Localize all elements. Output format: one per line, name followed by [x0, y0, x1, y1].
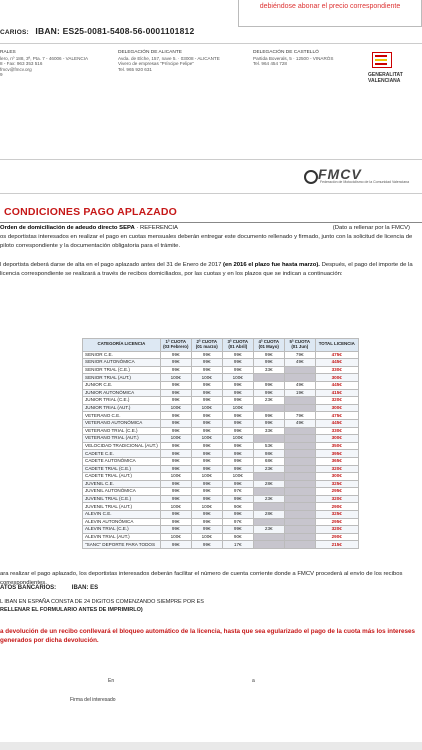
category-cell: CADETE TRIAL (C.E.) — [83, 465, 161, 473]
category-cell: ALEVIN AUTONÓMICA — [83, 518, 161, 526]
quota-cell: 100€ — [160, 374, 191, 382]
address-line: Tel. 965 920 631 — [118, 66, 152, 72]
quota-cell: 99€ — [191, 465, 222, 473]
quota-cell: 100€ — [160, 473, 191, 481]
quota-cell: 23€ — [253, 465, 284, 473]
quota-cell: 99€ — [253, 351, 284, 359]
bank-data — [0, 585, 98, 591]
total-cell: 325€ — [315, 511, 358, 519]
total-cell: 330€ — [315, 427, 358, 435]
category-cell: JUNIOR C.E. — [83, 381, 161, 389]
table-row — [83, 450, 359, 458]
category-cell: VETERANO AUTONÓMICA — [83, 419, 161, 427]
quota-cell: 99€ — [191, 495, 222, 503]
paragraph-bank: ara realizar el pago aplazado, los deportistas interesados deberán facilitar el número de cuenta corriente donde a FMCV procederá al envío de los recibos correspondientes. — [0, 571, 403, 586]
quota-cell: 99€ — [222, 397, 253, 405]
total-cell: 445€ — [315, 381, 358, 389]
quota-cell: 100€ — [222, 374, 253, 382]
category-cell: JUNIOR AUTONÓMICA — [83, 389, 161, 397]
fmcv-emblem-icon — [304, 170, 318, 184]
quota-cell — [253, 435, 284, 443]
quota-cell — [253, 541, 284, 549]
quota-cell: 100€ — [191, 473, 222, 481]
quota-cell: 99€ — [160, 526, 191, 534]
col-header: 2ª CUOTA (01 marzo) — [191, 339, 222, 352]
federation-iban — [0, 26, 194, 36]
category-cell: JUNIOR TRIAL (C.E.) — [83, 397, 161, 405]
total-cell: 350€ — [315, 442, 358, 450]
address-line: 9 — [0, 72, 3, 78]
category-cell: JUVENIL TRIAL (AUT.) — [83, 503, 161, 511]
quota-cell: 100€ — [222, 404, 253, 412]
quota-cell: 99€ — [191, 412, 222, 420]
deadline-rest: Después, el pago del importe de la licencia correspondiente se realizará a través de recibos domiciliados, por las cuotas y en los plazos que se indican a continuación: — [0, 262, 413, 277]
sepa-title: Orden de domiciliación de adeudo directo SEPA — [0, 225, 135, 231]
table-row — [83, 419, 359, 427]
quota-cell: 99€ — [191, 381, 222, 389]
quota-cell — [284, 374, 315, 382]
quota-cell: 49€ — [284, 359, 315, 367]
total-cell: 445€ — [315, 359, 358, 367]
col-header: 4ª CUOTA (01 Mayo) — [253, 339, 284, 352]
total-cell: 330€ — [315, 366, 358, 374]
table-row — [83, 511, 359, 519]
quota-cell: 49€ — [284, 419, 315, 427]
address-line: 8 - Fax: 963 353 516 — [0, 61, 43, 67]
total-cell: 415€ — [315, 389, 358, 397]
category-cell: CADETE TRIAL (AUT.) — [83, 473, 161, 481]
signature-label: Firma del interesado — [70, 697, 116, 703]
quota-cell: 99€ — [160, 359, 191, 367]
quota-cell: 100€ — [191, 533, 222, 541]
category-cell: VELOCIDAD TRADICIONAL (AUT.) — [83, 442, 161, 450]
category-cell: ALEVIN C.E. — [83, 511, 161, 519]
quota-cell: 99€ — [222, 526, 253, 534]
quota-cell: 99€ — [222, 389, 253, 397]
quota-cell: 99€ — [191, 526, 222, 534]
top-note: debiéndose abonar el precio correspondiente — [238, 0, 422, 27]
quota-cell: 100€ — [191, 435, 222, 443]
quota-cell: 33€ — [253, 427, 284, 435]
quota-cell: 99€ — [160, 465, 191, 473]
bank-iban-field[interactable]: IBAN: ES — [71, 585, 99, 591]
table-row — [83, 526, 359, 534]
quota-cell: 99€ — [191, 351, 222, 359]
quota-cell — [253, 518, 284, 526]
table-row — [83, 480, 359, 488]
title-divider — [0, 222, 422, 223]
quota-cell — [284, 427, 315, 435]
total-cell: 300€ — [315, 435, 358, 443]
quota-cell: 99€ — [160, 351, 191, 359]
category-cell: CADETE C.E. — [83, 450, 161, 458]
address-line: Avda. de Elche, 157, nave 5. · 03008 - ALICANTE — [118, 55, 220, 61]
quota-cell: 90€ — [222, 533, 253, 541]
quota-cell: 23€ — [253, 495, 284, 503]
quota-cell — [284, 541, 315, 549]
generalitat-logo: GENERALITAT VALENCIANA — [368, 72, 403, 84]
address-head: DELEGACIÓN DE ALICANTE — [118, 50, 182, 55]
deadline-text: l deportista deberá darse de alta en el pago aplazado antes del 31 de Enero de 2017 — [0, 262, 224, 268]
quota-cell — [284, 518, 315, 526]
category-cell: JUVENIL TRIAL (C.E.) — [83, 495, 161, 503]
quota-cell: 97€ — [222, 488, 253, 496]
quota-cell — [284, 533, 315, 541]
quota-cell — [284, 435, 315, 443]
quota-cell: 99€ — [160, 412, 191, 420]
address-line: Tel. 964 454 728 — [253, 61, 287, 67]
table-row — [83, 518, 359, 526]
quota-cell: 28€ — [253, 480, 284, 488]
quota-cell — [284, 495, 315, 503]
quota-cell: 49€ — [284, 381, 315, 389]
quota-cell: 99€ — [191, 442, 222, 450]
quota-cell: 99€ — [222, 351, 253, 359]
total-cell: 215€ — [315, 541, 358, 549]
quota-cell: 100€ — [160, 435, 191, 443]
total-cell: 445€ — [315, 419, 358, 427]
quota-cell: 99€ — [191, 511, 222, 519]
quota-cell: 99€ — [160, 457, 191, 465]
quota-cell — [284, 488, 315, 496]
col-header: 3ª CUOTA (01 Abril) — [222, 339, 253, 352]
quota-cell: 100€ — [191, 404, 222, 412]
address-line: Vivero de empresas "Príncipe Felipe" — [118, 61, 194, 67]
quota-cell: 99€ — [160, 480, 191, 488]
quota-cell: 100€ — [160, 404, 191, 412]
quota-cell: 99€ — [222, 359, 253, 367]
category-cell: SENIOR AUTONÓMICA — [83, 359, 161, 367]
quota-cell: 99€ — [191, 389, 222, 397]
quota-cell — [284, 480, 315, 488]
quota-cell — [253, 503, 284, 511]
quota-cell: 99€ — [191, 419, 222, 427]
quota-cell: 68€ — [253, 457, 284, 465]
quota-cell: 99€ — [191, 480, 222, 488]
address-head: DELEGACIÓN DE CASTELLÓ — [253, 50, 319, 55]
quota-cell — [253, 374, 284, 382]
page-title: CONDICIONES PAGO APLAZADO — [4, 206, 178, 218]
quota-cell: 23€ — [253, 397, 284, 405]
category-cell: SENIOR C.E. — [83, 351, 161, 359]
fill-note: RELLENAR EL FORMULARIO ANTES DE IMPRIMIRLO) — [0, 607, 143, 613]
quota-cell: 99€ — [222, 457, 253, 465]
quota-cell: 79€ — [284, 351, 315, 359]
table-row — [83, 435, 359, 443]
total-cell: 320€ — [315, 495, 358, 503]
quota-cell: 19€ — [284, 389, 315, 397]
quota-cell — [284, 366, 315, 374]
band-line — [0, 159, 422, 160]
quota-cell: 99€ — [222, 480, 253, 488]
table-row — [83, 488, 359, 496]
quota-cell — [253, 404, 284, 412]
quota-cell: 99€ — [160, 427, 191, 435]
quota-cell: 99€ — [160, 442, 191, 450]
table-row — [83, 533, 359, 541]
quota-cell: 99€ — [222, 442, 253, 450]
quota-cell: 99€ — [222, 412, 253, 420]
quota-cell: 99€ — [160, 450, 191, 458]
quota-cell: 99€ — [160, 511, 191, 519]
fmcv-logo: FMCV — [318, 166, 362, 182]
table-row — [83, 442, 359, 450]
total-cell: 475€ — [315, 412, 358, 420]
total-cell: 320€ — [315, 397, 358, 405]
table-row — [83, 412, 359, 420]
quota-cell: 99€ — [191, 541, 222, 549]
table-row — [83, 541, 359, 549]
iban-prefix: CARIOS: — [0, 29, 29, 36]
table-row — [83, 374, 359, 382]
category-cell: JUVENIL AUTONÓMICA — [83, 488, 161, 496]
sepa-ref: · REFERENCIA — [136, 225, 178, 231]
total-cell: 365€ — [315, 457, 358, 465]
iban-value: IBAN: ES25-0081-5408-56-0001101812 — [35, 26, 195, 36]
col-header: TOTAL LICENCIA — [315, 339, 358, 352]
page-bottom-edge — [0, 742, 422, 750]
signature-place-label: En — [108, 678, 115, 684]
address-line: lero, nº 188, 3ª, Pta. 7 - 46006 - VALENCIA — [0, 55, 89, 61]
category-cell: JUVENIL C.E. — [83, 480, 161, 488]
quota-cell: 99€ — [253, 389, 284, 397]
quota-cell — [253, 473, 284, 481]
category-cell: ALEVIN TRIAL (AUT.) — [83, 533, 161, 541]
quota-cell — [284, 526, 315, 534]
quota-cell: 100€ — [222, 473, 253, 481]
table-row — [83, 366, 359, 374]
quota-cell: 100€ — [222, 435, 253, 443]
fee-table — [82, 338, 359, 549]
table-row — [83, 457, 359, 465]
table-row — [83, 404, 359, 412]
quota-cell: 99€ — [222, 495, 253, 503]
quota-cell: 100€ — [160, 503, 191, 511]
quota-cell: 100€ — [160, 533, 191, 541]
table-row — [83, 503, 359, 511]
table-row — [83, 427, 359, 435]
total-cell: 300€ — [315, 473, 358, 481]
sepa-line — [0, 224, 418, 233]
quota-cell: 99€ — [191, 450, 222, 458]
total-cell: 320€ — [315, 465, 358, 473]
total-cell: 295€ — [315, 488, 358, 496]
quota-cell: 99€ — [191, 518, 222, 526]
category-cell: ALEVIN TRIAL (C.E.) — [83, 526, 161, 534]
category-cell: VETERANO C.E. — [83, 412, 161, 420]
category-cell: VETERANO TRIAL (AUT.) — [83, 435, 161, 443]
quota-cell: 99€ — [222, 427, 253, 435]
quota-cell: 99€ — [160, 488, 191, 496]
category-cell: SENIOR TRIAL (AUT.) — [83, 374, 161, 382]
fmcv-logo-subtitle: Federación de Motociclismo de la Comunidad Valenciana — [320, 180, 410, 184]
table-row — [83, 473, 359, 481]
quota-cell: 99€ — [160, 389, 191, 397]
quota-cell — [284, 397, 315, 405]
col-header: 5ª CUOTA (01 Jun) — [284, 339, 315, 352]
address-line: fmcv@fmcv.org — [0, 66, 32, 72]
total-cell: 395€ — [315, 450, 358, 458]
quota-cell: 97€ — [222, 518, 253, 526]
return-warning: a devolución de un recibo conllevará el bloqueo automático de la licencia, hasta que sea egularizado el pago de la cuota más los intereses generados por dicha devolución. — [0, 628, 416, 644]
category-cell: VETERANO TRIAL (C.E.) — [83, 427, 161, 435]
quota-cell — [253, 533, 284, 541]
total-cell: 300€ — [315, 374, 358, 382]
deadline-note: (en 2016 el plazo fue hasta marzo). — [223, 262, 320, 268]
quota-cell: 28€ — [253, 511, 284, 519]
quota-cell: 99€ — [222, 511, 253, 519]
signature-date-label: a — [252, 678, 255, 684]
quota-cell: 99€ — [191, 359, 222, 367]
quota-cell: 90€ — [222, 503, 253, 511]
paragraph-intro: os deportistas interesados en realizar el pago en cuotas mensuales deberán entregar este documento rellenado y firmado, junto con la solicitud de licencia de piloto correspondiente y la documentación obligatoria para el trámite. — [0, 234, 413, 249]
quota-cell: 99€ — [222, 465, 253, 473]
address-alicante — [118, 50, 220, 72]
sepa-note: (Dato a rellenar por la FMCV) — [332, 225, 410, 231]
bank-label: ATOS BANCARIOS: — [0, 585, 57, 591]
quota-cell — [284, 511, 315, 519]
quota-cell: 99€ — [160, 495, 191, 503]
quota-cell: 99€ — [160, 419, 191, 427]
paragraph-deadline — [0, 261, 418, 278]
total-cell: 300€ — [315, 404, 358, 412]
quota-cell — [284, 465, 315, 473]
iban-note: L IBAN EN ESPAÑA CONSTA DE 24 DIGITOS COMENZANDO SIEMPRE POR ES — [0, 599, 204, 605]
table-row — [83, 465, 359, 473]
quota-cell: 99€ — [191, 366, 222, 374]
total-cell: 325€ — [315, 480, 358, 488]
quota-cell: 99€ — [253, 419, 284, 427]
quota-cell — [284, 450, 315, 458]
quota-cell: 100€ — [191, 503, 222, 511]
total-cell: 295€ — [315, 518, 358, 526]
category-cell: SENIOR TRIAL (C.E.) — [83, 366, 161, 374]
quota-cell: 99€ — [222, 366, 253, 374]
quota-cell: 99€ — [191, 427, 222, 435]
quota-cell — [284, 442, 315, 450]
category-cell: CADETE AUTONÓMICA — [83, 457, 161, 465]
quota-cell: 99€ — [160, 397, 191, 405]
flag-icon — [372, 52, 392, 68]
quota-cell — [284, 473, 315, 481]
quota-cell: 99€ — [191, 397, 222, 405]
col-header: 1ª CUOTA (03 Febrero) — [160, 339, 191, 352]
quota-cell: 99€ — [160, 381, 191, 389]
table-row — [83, 495, 359, 503]
total-cell: 290€ — [315, 533, 358, 541]
col-header: CATEGORÍA LICENCIA — [83, 339, 161, 352]
quota-cell: 99€ — [160, 366, 191, 374]
total-cell: 475€ — [315, 351, 358, 359]
quota-cell: 98€ — [253, 450, 284, 458]
table-row — [83, 381, 359, 389]
category-cell: JUNIOR TRIAL (AUT.) — [83, 404, 161, 412]
address-head: RALES — [0, 50, 16, 55]
quota-cell: 99€ — [191, 457, 222, 465]
address-castello — [253, 50, 333, 67]
address-valencia — [0, 50, 88, 78]
quota-cell — [284, 404, 315, 412]
quota-cell: 99€ — [222, 381, 253, 389]
quota-cell: 33€ — [253, 366, 284, 374]
quota-cell: 23€ — [253, 526, 284, 534]
band-line — [0, 193, 422, 194]
category-cell: "SANC" DEPORTE PARA TODOS — [83, 541, 161, 549]
quota-cell: 79€ — [284, 412, 315, 420]
table-row — [83, 351, 359, 359]
quota-cell: 99€ — [222, 450, 253, 458]
quota-cell — [284, 457, 315, 465]
quota-cell: 17€ — [222, 541, 253, 549]
quota-cell: 99€ — [160, 518, 191, 526]
quota-cell: 99€ — [191, 488, 222, 496]
quota-cell: 53€ — [253, 442, 284, 450]
address-line: Partida Boverals, 5 · 12500 - VINARÒS — [253, 55, 334, 61]
quota-cell: 100€ — [191, 374, 222, 382]
total-cell: 320€ — [315, 526, 358, 534]
iban-notes — [0, 598, 204, 614]
total-cell: 290€ — [315, 503, 358, 511]
quota-cell: 99€ — [253, 359, 284, 367]
quota-cell — [253, 488, 284, 496]
header-divider — [0, 43, 422, 44]
quota-cell: 99€ — [160, 541, 191, 549]
table-row — [83, 389, 359, 397]
quota-cell: 99€ — [253, 412, 284, 420]
table-row — [83, 359, 359, 367]
table-row — [83, 397, 359, 405]
quota-cell: 99€ — [253, 381, 284, 389]
quota-cell: 99€ — [222, 419, 253, 427]
quota-cell — [284, 503, 315, 511]
